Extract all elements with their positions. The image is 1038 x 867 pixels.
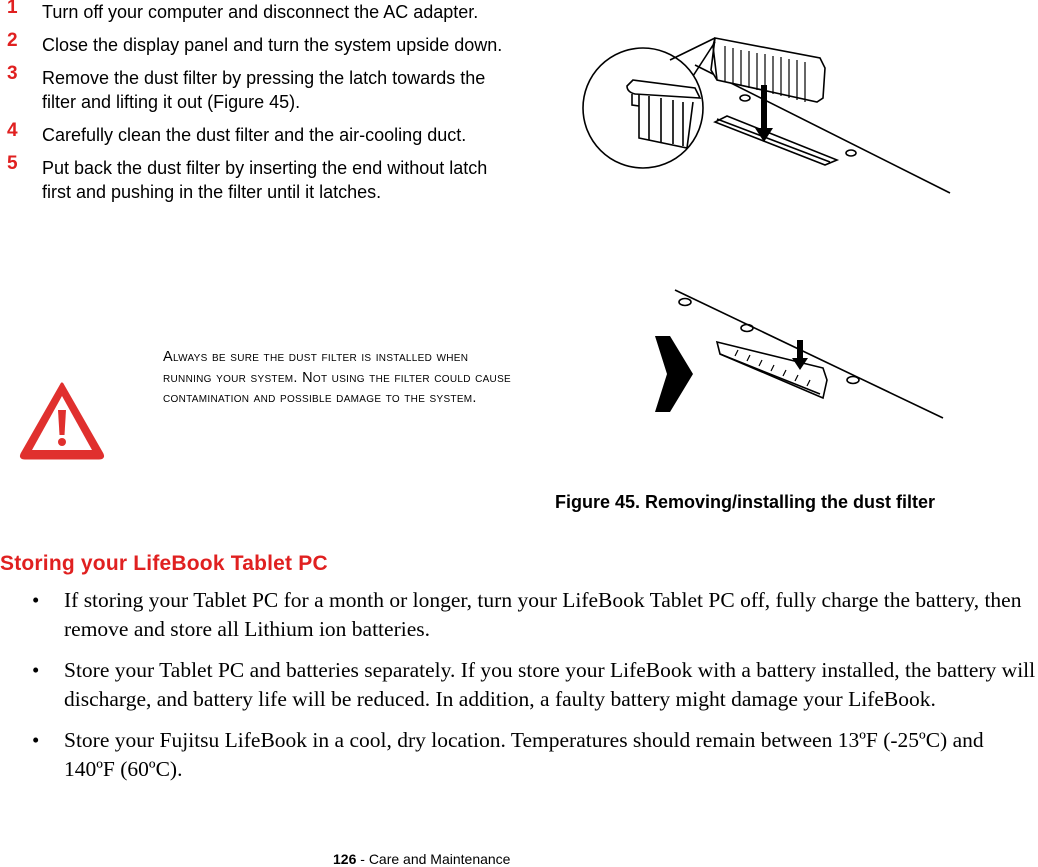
- bullet-text: If storing your Tablet PC for a month or longer, turn your LifeBook Tablet PC off, fully charge the battery, then remove and store all Lithium ion batteries.: [64, 588, 1022, 641]
- section-heading: Storing your LifeBook Tablet PC: [0, 552, 328, 575]
- bullet-text: Store your Fujitsu LifeBook in a cool, dry location. Temperatures should remain between 13ºF (-25ºC) and 140ºF (60ºC).: [64, 728, 984, 781]
- bullet-icon: •: [32, 728, 40, 752]
- page-number: 126: [333, 851, 357, 867]
- step-item: [5, 120, 505, 147]
- step-text: Remove the dust filter by pressing the latch towards the filter and lifting it out (Figure 45).: [42, 68, 486, 112]
- step-text: Carefully clean the dust filter and the air-cooling duct.: [42, 125, 467, 145]
- bullet-item: [30, 586, 1038, 644]
- chapter-name: Care and Maintenance: [368, 851, 511, 867]
- step-number: 3: [7, 63, 18, 84]
- step-text: Turn off your computer and disconnect the AC adapter.: [42, 2, 479, 22]
- step-list: [5, 0, 505, 213]
- dust-filter-illustration: [575, 10, 965, 430]
- step-number: 1: [7, 0, 18, 18]
- footer-separator: -: [356, 851, 369, 867]
- step-text: Put back the dust filter by inserting the end without latch first and pushing in the filter until it latches.: [42, 158, 488, 202]
- warning-triangle-icon: [18, 380, 106, 460]
- step-item: [5, 153, 505, 204]
- step-item: [5, 0, 505, 24]
- bullet-text: Store your Tablet PC and batteries separately. If you store your LifeBook with a battery installed, the battery will discharge, and battery life will be reduced. In addition, a faulty battery might damage your LifeBook.: [64, 658, 1036, 711]
- bullet-item: [30, 726, 1038, 784]
- step-item: [5, 63, 505, 114]
- bullet-item: [30, 656, 1038, 714]
- warning-text: Always be sure the dust filter is installed when running your system. Not using the filter could cause contamination and possible damage to the system.: [163, 349, 512, 406]
- bullet-list: [30, 586, 1038, 796]
- step-item: [5, 30, 505, 57]
- figure-caption: Figure 45. Removing/installing the dust filter: [555, 492, 936, 512]
- page-footer: [333, 851, 510, 867]
- step-number: 4: [7, 120, 18, 141]
- step-text: Close the display panel and turn the system upside down.: [42, 35, 503, 55]
- step-number: 5: [7, 153, 18, 174]
- bullet-icon: •: [32, 658, 40, 682]
- bullet-icon: •: [32, 588, 40, 612]
- step-number: 2: [7, 30, 18, 51]
